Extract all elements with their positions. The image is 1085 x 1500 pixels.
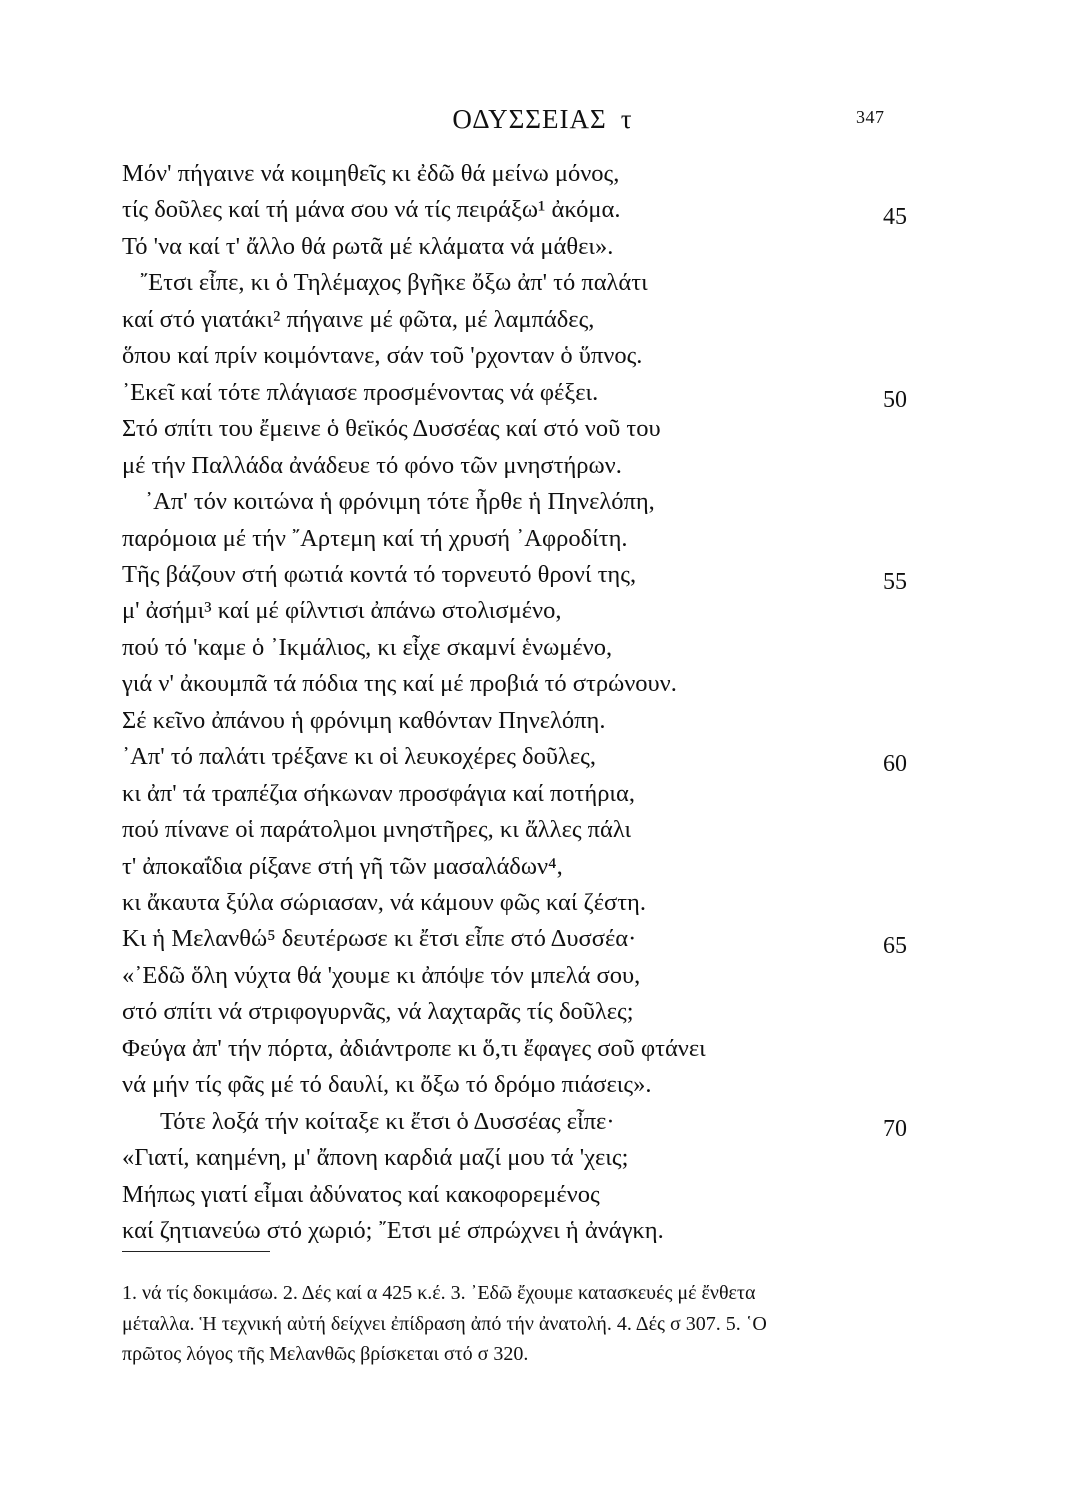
verse-line (0, 707, 1085, 743)
footnote-line: μέταλλα. Ἡ τεχνική αὐτή δείχνει ἐπίδραση ἀπό τήν ἀνατολή. 4. Δές σ 307. 5. ῾Ο (122, 1313, 767, 1335)
verse-line (0, 1217, 1085, 1253)
verse-text: νά μήν τίς φᾶς μέ τό δαυλί, κι ὄξω τό δρόμο πιάσεις». (122, 1071, 652, 1099)
verse-line (0, 1144, 1085, 1180)
verse-line (0, 670, 1085, 706)
verse-line (0, 233, 1085, 269)
verse-line (0, 1108, 1085, 1144)
verse-line (0, 962, 1085, 998)
verse-text: πού τό 'καμε ὁ ᾿Ικμάλιος, κι εἶχε σκαμνί ἑνωμένο, (122, 633, 613, 661)
verse-text: στό σπίτι νά στριφογυρνᾶς, νά λαχταρᾶς τίς δοῦλες; (122, 998, 634, 1026)
verse-line (0, 597, 1085, 633)
verse-line (0, 196, 1085, 232)
verse-text: Μόν' πήγαινε νά κοιμηθεῖς κι ἐδῶ θά μείνω μόνος, (122, 160, 620, 187)
line-number: 50 (883, 386, 907, 413)
book-letter: τ (620, 104, 633, 134)
verse-line (0, 816, 1085, 852)
verse-text: Τότε λοξά τήν κοίταξε κι ἔτσι ὁ Δυσσέας εἶπε· (160, 1107, 615, 1135)
verse-text: Φεύγα ἀπ' τήν πόρτα, ἀδιάντροπε κι ὅ,τι ἔφαγες σοῦ φτάνει (122, 1034, 706, 1062)
verse-line (0, 889, 1085, 925)
verse-text: Τό 'να καί τ' ἄλλο θά ρωτᾶ μέ κλάματα νά μάθει». (122, 232, 614, 260)
line-number: 45 (883, 204, 907, 231)
verse-text: ᾿Εκεῖ καί τότε πλάγιασε προσμένοντας νά φέξει. (122, 378, 599, 406)
verse-text: καί στό γιατάκι² πήγαινε μέ φῶτα, μέ λαμπάδες, (122, 305, 595, 333)
running-header (0, 104, 1085, 135)
verse-line (0, 780, 1085, 816)
verse-text: Μήπως γιατί εἶμαι ἀδύνατος καί κακοφορεμένος (122, 1180, 600, 1208)
verse-text: παρόμοια μέ τήν ῎Αρτεμη καί τή χρυσή ᾿Αφροδίτη. (122, 524, 628, 552)
verse-text: γιά ν' ἀκουμπᾶ τά πόδια της καί μέ προβιά τό στρώνουν. (122, 670, 677, 698)
verse-text: Κι ἡ Μελανθώ⁵ δευτέρωσε κι ἔτσι εἶπε στό Δυσσέα· (122, 925, 637, 953)
verse-text: ὅπου καί πρίν κοιμόντανε, σάν τοῦ 'ρχονταν ὁ ὕπνος. (122, 342, 643, 370)
verse-text: τ' ἀποκαΐδια ρίξανε στή γῆ τῶν μασαλάδων⁴, (122, 852, 563, 880)
verse-line (0, 634, 1085, 670)
verse-line (0, 415, 1085, 451)
verse-line (0, 561, 1085, 597)
verse-line (0, 1035, 1085, 1071)
verse-text: «᾿Εδῶ ὅλη νύχτα θά 'χουμε κι ἀπόψε τόν μπελά σου, (122, 961, 641, 989)
verse-text: κι ἀπ' τά τραπέζια σήκωναν προσφάγια καί ποτήρια, (122, 779, 635, 807)
verse-text: μέ τήν Παλλάδα ἀνάδευε τό φόνο τῶν μνηστήρων. (122, 451, 622, 479)
verse-text: ᾿Απ' τό παλάτι τρέξανε κι οἱ λευκοχέρες δοῦλες, (122, 743, 596, 771)
verse-text: Σέ κεῖνο ἀπάνου ἡ φρόνιμη καθόνταν Πηνελόπη. (122, 706, 606, 734)
verse-line (0, 1071, 1085, 1107)
verse-line (0, 925, 1085, 961)
verse-line (0, 452, 1085, 488)
footnote-line: πρῶτος λόγος τῆς Μελανθῶς βρίσκεται στό σ 320. (122, 1343, 529, 1365)
verse-line (0, 342, 1085, 378)
verse-text: Τῆς βάζουν στή φωτιά κοντά τό τορνευτό θρονί της, (122, 560, 637, 588)
line-number: 55 (883, 568, 907, 595)
verse-text: ῎Ετσι εἶπε, κι ὁ Τηλέμαχος βγῆκε ὄξω ἀπ' τό παλάτι (140, 269, 648, 297)
verse-line (0, 379, 1085, 415)
verse-line (0, 306, 1085, 342)
verse-text: πού πίνανε οἱ παράτολμοι μνηστῆρες, κι ἄλλες πάλι (122, 816, 632, 844)
line-number: 65 (883, 933, 907, 960)
verse-line (0, 160, 1085, 196)
footnote-rule (122, 1251, 270, 1252)
verse-line (0, 525, 1085, 561)
verse-text: μ' ἀσήμι³ καί μέ φίλντισι ἀπάνω στολισμένο, (122, 597, 562, 625)
verse-text: καί ζητιανεύω στό χωριό; ῎Ετσι μέ σπρώχνει ἡ ἀνάγκη. (122, 1217, 664, 1245)
verse-text: ᾿Απ' τόν κοιτώνα ἡ φρόνιμη τότε ἦρθε ἡ Πηνελόπη, (145, 488, 655, 516)
verse-line (0, 488, 1085, 524)
line-number: 60 (883, 751, 907, 778)
verse-line (0, 269, 1085, 305)
verse-line (0, 853, 1085, 889)
verse-line (0, 743, 1085, 779)
verse-text: Στό σπίτι του ἔμεινε ὁ θεϊκός Δυσσέας καί στό νοῦ του (122, 415, 661, 443)
verse-line (0, 1181, 1085, 1217)
verse-line (0, 998, 1085, 1034)
header-title: ΟΔΥΣΣΕΙΑΣ (452, 104, 607, 134)
page-number: 347 (856, 107, 885, 127)
verse-text: «Γιατί, καημένη, μ' ἄπονη καρδιά μαζί μου τά 'χεις; (122, 1144, 629, 1172)
line-number: 70 (883, 1115, 907, 1142)
verse-text: τίς δοῦλες καί τή μάνα σου νά τίς πειράξω¹ ἀκόμα. (122, 196, 621, 224)
verse-text: κι ἄκαυτα ξύλα σώριασαν, νά κάμουν φῶς καί ζέστη. (122, 889, 646, 916)
footnote-line: 1. νά τίς δοκιμάσω. 2. Δές καί α 425 κ.έ. 3. ᾿Εδῶ ἔχουμε κατασκευές μέ ἔνθετα (122, 1282, 756, 1304)
